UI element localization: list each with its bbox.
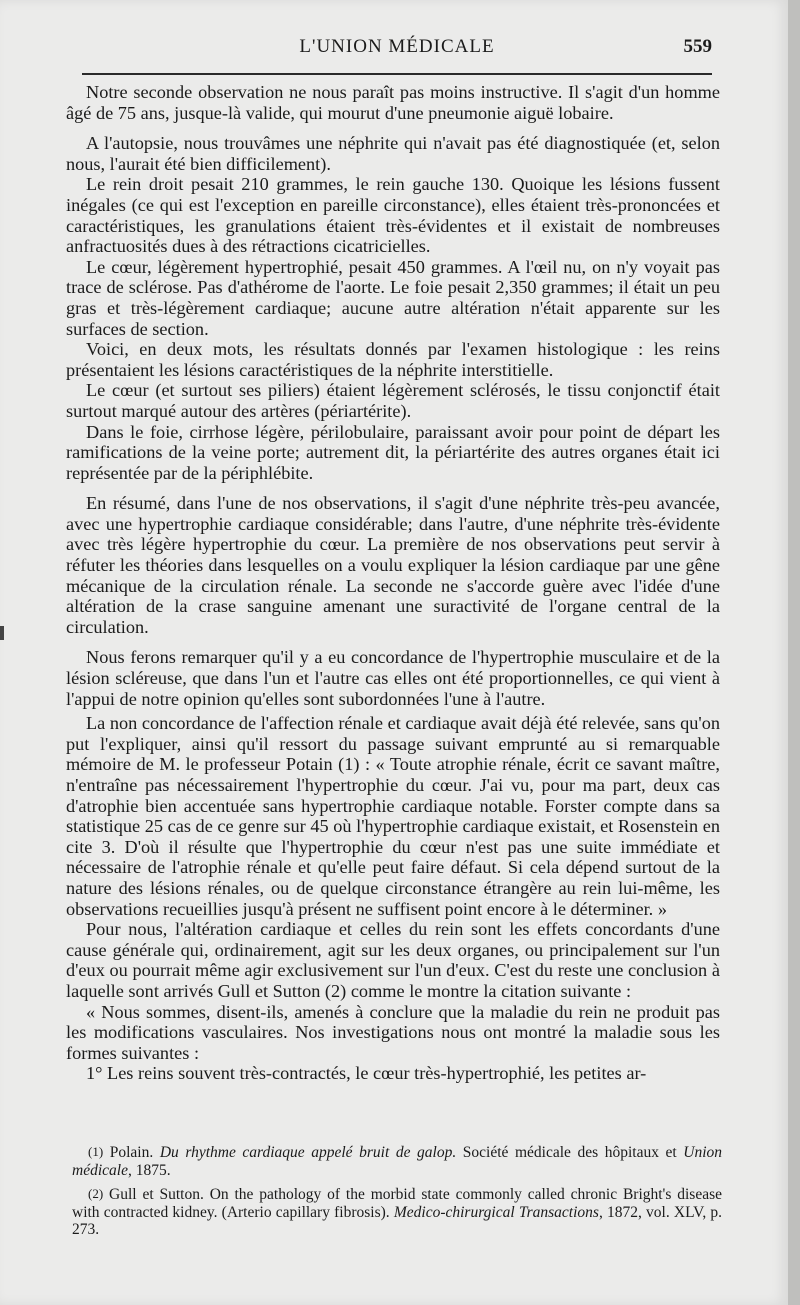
- body-text: [66, 82, 720, 1084]
- footnote-text: , 1875.: [127, 1161, 171, 1179]
- footnote-mark: (2): [88, 1186, 104, 1201]
- margin-mark: [0, 626, 4, 640]
- page-number: 559: [683, 36, 712, 57]
- footnotes: [72, 1143, 722, 1245]
- paragraph: Le cœur (et surtout ses piliers) étaient légèrement sclérosés, le tissu conjonctif était surtout marqué autour des artères (périartérite).: [66, 380, 720, 421]
- paragraph: Dans le foie, cirrhose légère, périlobulaire, paraissant avoir pour point de départ les ramifications de la veine porte; autrement dit, la périartérite des autres organes était ici représentée par de la périphlébite.: [66, 421, 720, 483]
- paragraph: En résumé, dans l'une de nos observations, il s'agit d'une néphrite très-peu avancée, avec une hypertrophie cardiaque considérable; dans l'autre, d'une néphrite très-évidente avec très légère hypertrophie du cœur. La première de nos observations peut servir à réfuter les théories dans lesquelles on a voulu expliquer la lésion cardiaque par une gêne mécanique de la circulation rénale. La seconde ne s'accorde guère avec l'idée d'une altération de la crase sanguine amenant une suractivité de l'organe central de la circulation.: [66, 493, 720, 637]
- footnote-mark: (1): [88, 1144, 104, 1159]
- paragraph: Notre seconde observation ne nous paraît pas moins instructive. Il s'agit d'un homme âgé de 75 ans, jusque-là valide, qui mourut d'une pneumonie aiguë lobaire.: [66, 82, 720, 123]
- paragraph: Le rein droit pesait 210 grammes, le rein gauche 130. Quoique les lésions fussent inégales (ce qui est l'exception en pareille circonstance), elles étaient très-prononcées et caractéristiques, les granulations étaient très-évidentes et il existait de nombreuses anfractuosités dues à des rétractions cicatricielles.: [66, 174, 720, 257]
- footnote-text: Société médicale des hôpitaux et: [456, 1144, 684, 1161]
- paragraph: Voici, en deux mots, les résultats donnés par l'examen histologique : les reins présentaient les lésions caractéristiques de la néphrite interstitielle.: [66, 339, 720, 380]
- footnote: [72, 1143, 722, 1179]
- paragraph: Nous ferons remarquer qu'il y a eu concordance de l'hypertrophie musculaire et de la lésion scléreuse, que dans l'un et l'autre cas elles ont été proportionnelles, ce qui vient à l'appui de notre opinion qu'elles sont subordonnées l'une à l'autre.: [66, 647, 720, 709]
- running-title: L'UNION MÉDICALE: [299, 36, 495, 57]
- paragraph: Pour nous, l'altération cardiaque et celles du rein sont les effets concordants d'une cause générale qui, ordinairement, agit sur les deux organes, ou principalement sur l'un d'eux ou pourrait même agir exclusivement sur l'un d'eux. C'est du reste une conclusion à laquelle sont arrivés Gull et Sutton (2) comme le montre la citation suivante :: [66, 919, 720, 1001]
- footnote-journal: Union médicale: [72, 1144, 723, 1179]
- paragraph: Le cœur, légèrement hypertrophié, pesait 450 grammes. A l'œil nu, on n'y voyait pas trace de sclérose. Pas d'athérome de l'aorte. Le foie pesait 2,350 grammes; il était un peu gras et très-légèrement cardiaque; aucune autre altération n'était apparente sur les surfaces de section.: [66, 256, 720, 339]
- page-header: [82, 36, 712, 64]
- page-edge: [788, 0, 800, 1305]
- footnote-text: Polain.: [109, 1144, 160, 1161]
- footnote-title: Du rhythme cardiaque appelé bruit de galop.: [159, 1144, 457, 1161]
- paragraph: 1° Les reins souvent très-contractés, le cœur très-hypertrophié, les petites ar-: [86, 1063, 647, 1084]
- header-rule: [82, 73, 712, 75]
- footnote: [72, 1185, 722, 1239]
- footnote-text: Gull et Sutton. On the pathology of the morbid state commonly called chronic Bright's disease with contracted kidney. (Arterio capillary fibrosis).: [72, 1186, 722, 1221]
- paragraph: La non concordance de l'affection rénale et cardiaque avait déjà été relevée, sans qu'on put l'expliquer, ainsi qu'il ressort du passage suivant emprunté au si remarquable mémoire de M. le professeur Potain (1) : « Toute atrophie rénale, écrit ce savant maître, n'entraîne pas nécessairement l'hypertrophie du cœur. J'ai vu, pour ma part, deux cas d'atrophie bien accentuée sans hypertrophie cardiaque notable. Forster compte dans sa statistique 25 cas de ce genre sur 45 où l'hypertrophie cardiaque existait, et Rosenstein en cite 3. D'où il résulte que l'hypertrophie du cœur n'est pas une suite immédiate et nécessaire de l'atrophie rénale et qu'elle peut faire défaut. Si cela dépend surtout de la nature des lésions rénales, ou de quelque circonstance étrangère au rein lui-même, les observations recueillies jusqu'à présent ne suffisent point encore à le déterminer. »: [66, 713, 720, 919]
- footnote-text: , 1872, vol. XLV, p. 273.: [72, 1203, 722, 1238]
- paragraph: A l'autopsie, nous trouvâmes une néphrite qui n'avait pas été diagnostiquée (et, selon nous, l'aurait été bien difficilement).: [66, 133, 720, 174]
- paragraph: « Nous sommes, disent-ils, amenés à conclure que la maladie du rein ne produit pas les modifications vasculaires. Nos investigations nous ont montré la maladie sous les formes suivantes :: [66, 1001, 720, 1063]
- footnote-journal: Medico-chirurgical Transactions: [393, 1203, 599, 1221]
